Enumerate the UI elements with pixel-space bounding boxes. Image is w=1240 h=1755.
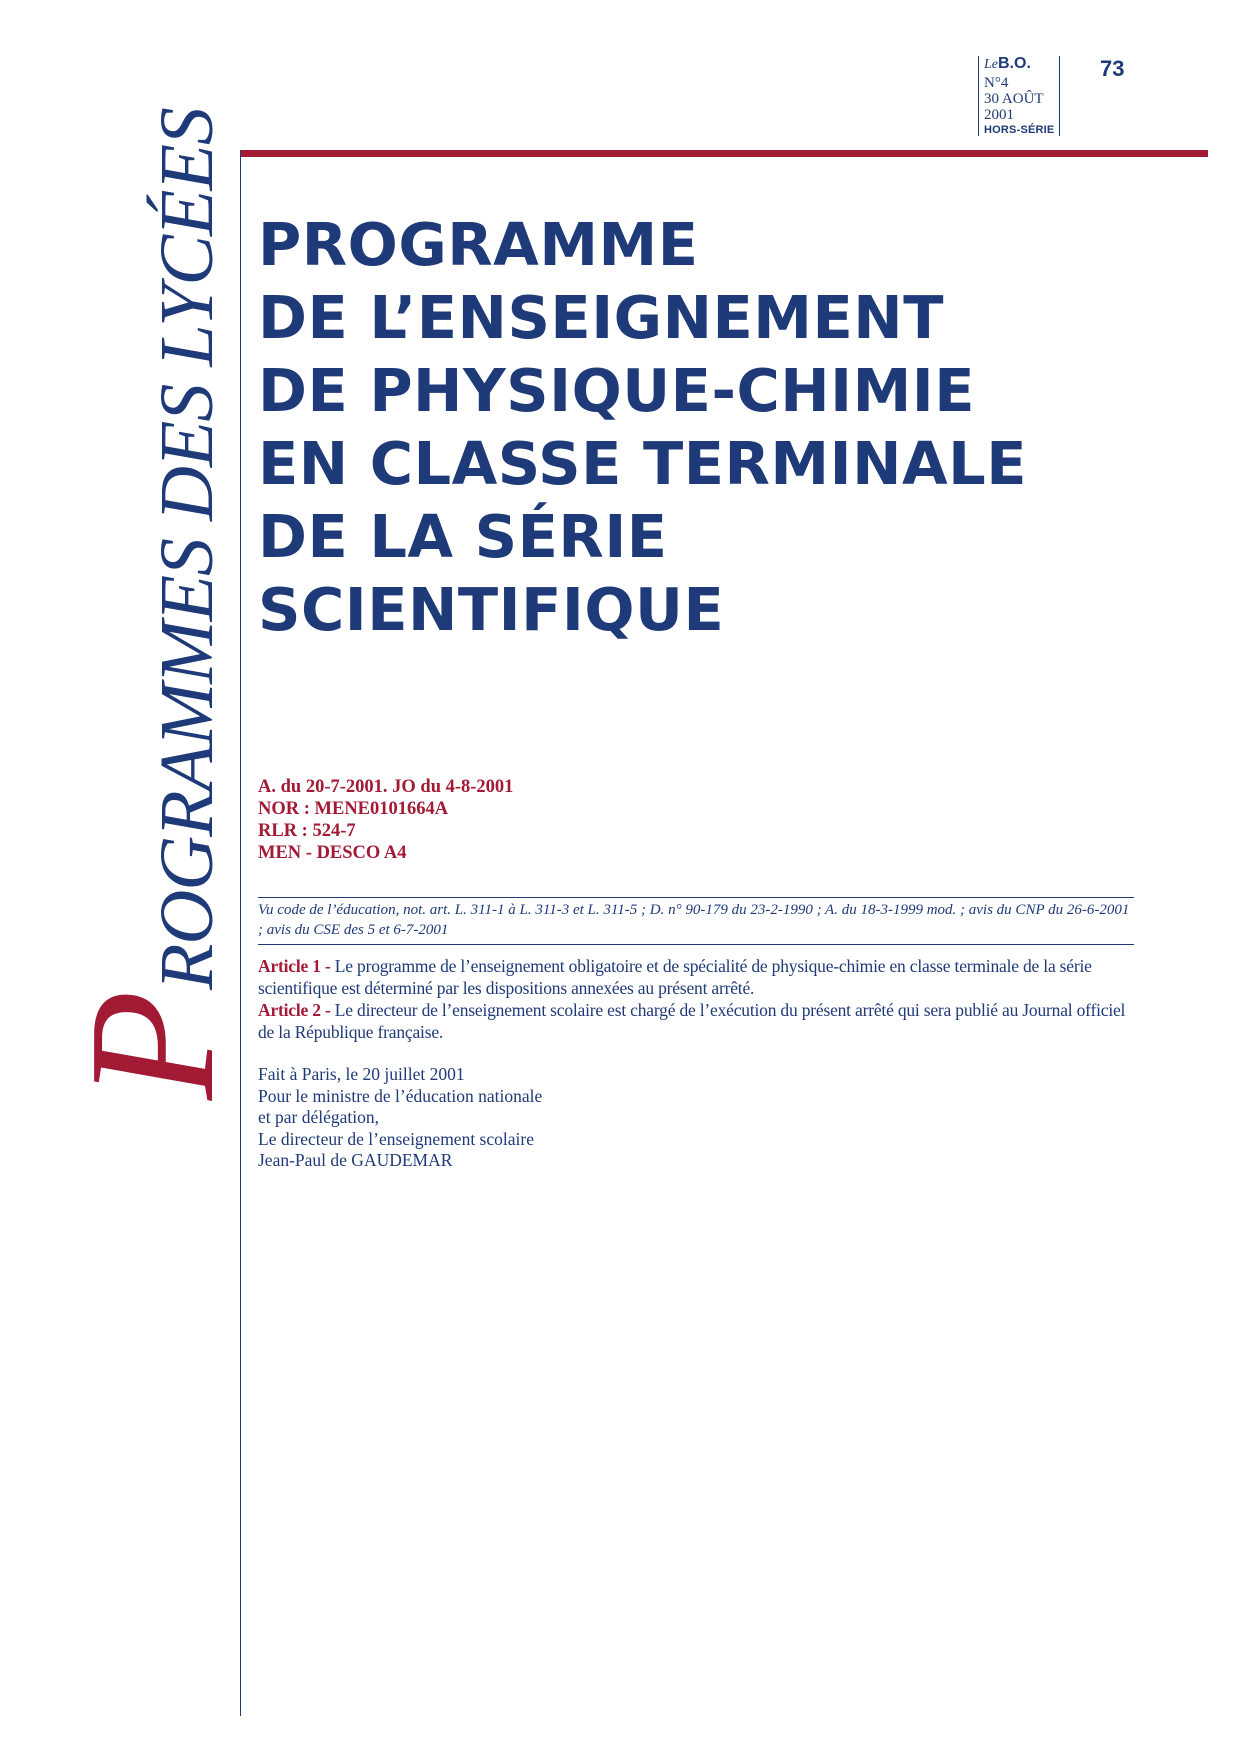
bo-label: B.O. [998, 55, 1031, 72]
title-line: DE L’ENSEIGNEMENT [258, 283, 944, 352]
signature-line: Pour le ministre de l’éducation nationale [258, 1085, 543, 1106]
article-2 [258, 999, 1138, 1043]
bo-date: 30 AOÛT [984, 91, 1044, 107]
signature-line: Fait à Paris, le 20 juillet 2001 [258, 1064, 465, 1084]
title-line: EN CLASSE TERMINALE [258, 429, 1028, 498]
title-line: PROGRAMME [258, 210, 699, 279]
signature-line: Le directeur de l’enseignement scolaire [258, 1128, 534, 1149]
article-2-text: Le directeur de l’enseignement scolaire est chargé de l’exécution du présent arrêté qui sera publié au Journal officiel de la République française. [258, 1000, 1126, 1042]
sidebar-section-title [52, 108, 251, 1100]
reference-line: MEN - DESCO A4 [258, 843, 407, 863]
signature-block [258, 1064, 542, 1172]
bo-hors-serie: HORS-SÉRIE [984, 124, 1055, 136]
article-1-text: Le programme de l’enseignement obligatoire et de spécialité de physique-chimie en classe terminale de la série scientifique est déterminé par les dispositions annexées au présent arrêté. [258, 956, 1092, 998]
article-2-label: Article 2 - [258, 1000, 331, 1020]
sidebar-title-rest: ROGRAMMES DES LYCÉES [145, 108, 229, 991]
page-title [258, 208, 1208, 646]
article-1 [258, 955, 1138, 999]
divider-bottom [258, 944, 1134, 945]
sidebar-initial: P [52, 990, 251, 1100]
bo-year: 2001 [984, 107, 1014, 123]
title-line: SCIENTIFIQUE [258, 575, 725, 644]
divider-top [258, 897, 1134, 898]
bo-issue-number: N°4 [984, 75, 1009, 91]
article-1-label: Article 1 - [258, 956, 331, 976]
title-line: DE PHYSIQUE-CHIMIE [258, 356, 976, 425]
title-line: DE LA SÉRIE [258, 502, 668, 571]
articles-block [258, 955, 1138, 1043]
signature-line: Jean-Paul de GAUDEMAR [258, 1150, 453, 1170]
bo-le: Le [984, 57, 998, 72]
reference-line: RLR : 524-7 [258, 821, 356, 841]
decree-references [258, 776, 513, 864]
reference-line: A. du 20-7-2001. JO du 4-8-2001 [258, 777, 514, 797]
reference-line: NOR : MENE0101664A [258, 799, 449, 819]
top-red-rule [240, 150, 1208, 157]
signature-line: et par délégation, [258, 1107, 379, 1127]
page-number: 73 [1100, 56, 1125, 81]
legal-basis-text: Vu code de l’éducation, not. art. L. 311-1 à L. 311-3 et L. 311-5 ; D. n° 90-179 du 23-2-1990 ; A. du 18-3-1999 mod. ; avis du CNP du 26-6-2001 ; avis du CSE des 5 et 6-7-2001 [258, 902, 1130, 938]
bo-masthead [984, 56, 1031, 73]
